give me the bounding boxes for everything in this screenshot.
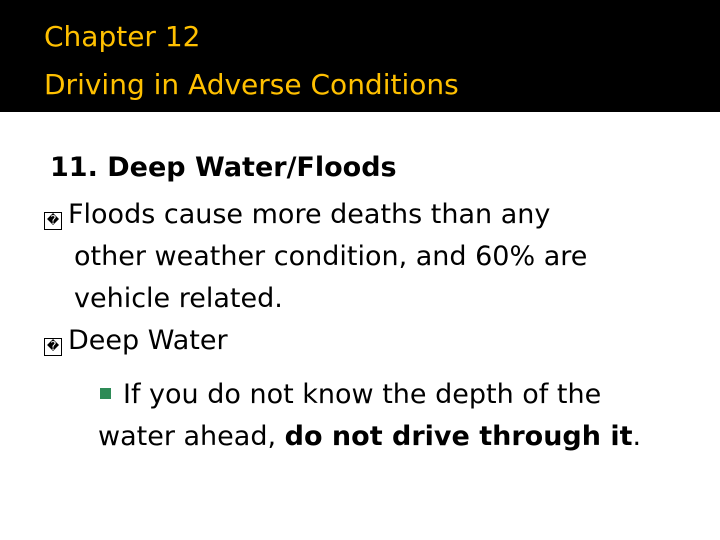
bullet-text-continued: other weather condition, and 60% are: [74, 241, 588, 272]
sub-bullet-period: .: [632, 421, 642, 452]
bullet-floods: [44, 194, 550, 236]
section-heading: 11. Deep Water/Floods: [50, 152, 397, 183]
title-bar: [0, 0, 720, 112]
bullet-text: Deep Water: [68, 325, 228, 356]
bullet-placeholder-icon: �: [44, 338, 62, 356]
sub-bullet-text: If you do not know the depth of the: [123, 379, 602, 410]
bullet-placeholder-icon: �: [44, 212, 62, 230]
sub-bullet-plain-text: water ahead,: [98, 421, 285, 452]
slide-title-subject: Driving in Adverse Conditions: [44, 68, 459, 101]
bullet-text: Floods cause more deaths than any: [68, 199, 551, 230]
sub-bullet-text-continued: [98, 416, 641, 458]
bullet-text-continued: vehicle related.: [74, 283, 283, 314]
slide-title-chapter: Chapter 12: [44, 20, 201, 53]
bullet-deep-water: [44, 320, 228, 362]
sub-bullet-depth: [100, 374, 601, 416]
square-bullet-icon: [100, 388, 111, 399]
sub-bullet-emphasis: do not drive through it: [284, 421, 633, 452]
